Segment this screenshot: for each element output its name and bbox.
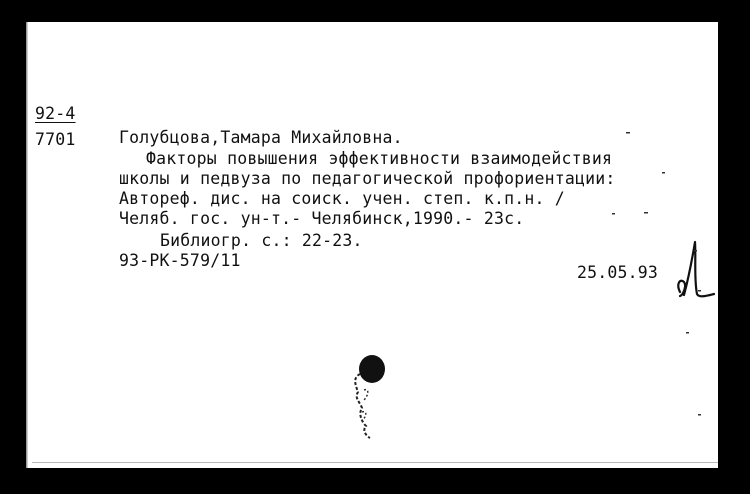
call-number: 93-PK-579/11	[119, 251, 241, 270]
signature-icon	[674, 240, 718, 302]
title-line-1: Факторы повышения эффективности взаимодействия	[146, 149, 613, 168]
catalog-card	[26, 22, 718, 468]
title-line-3: Автореф. дис. на соиск. учен. степ. к.п.н. /	[119, 189, 565, 208]
date-stamp: 25.05.93	[577, 263, 659, 282]
title-line-2: школы и педвуза по педагогической профориентации:	[119, 169, 616, 188]
shelf-mark: 92-4	[35, 104, 76, 123]
bibliography-note: Библиогр. с.: 22-23.	[160, 231, 363, 250]
author-name: Голубцова,Тамара Михайловна.	[119, 128, 403, 147]
punch-hole-icon	[344, 352, 396, 442]
accession-number: 7701	[35, 130, 76, 149]
title-line-4: Челяб. гос. ун-т.- Челябинск,1990.- 23с.	[119, 209, 525, 228]
